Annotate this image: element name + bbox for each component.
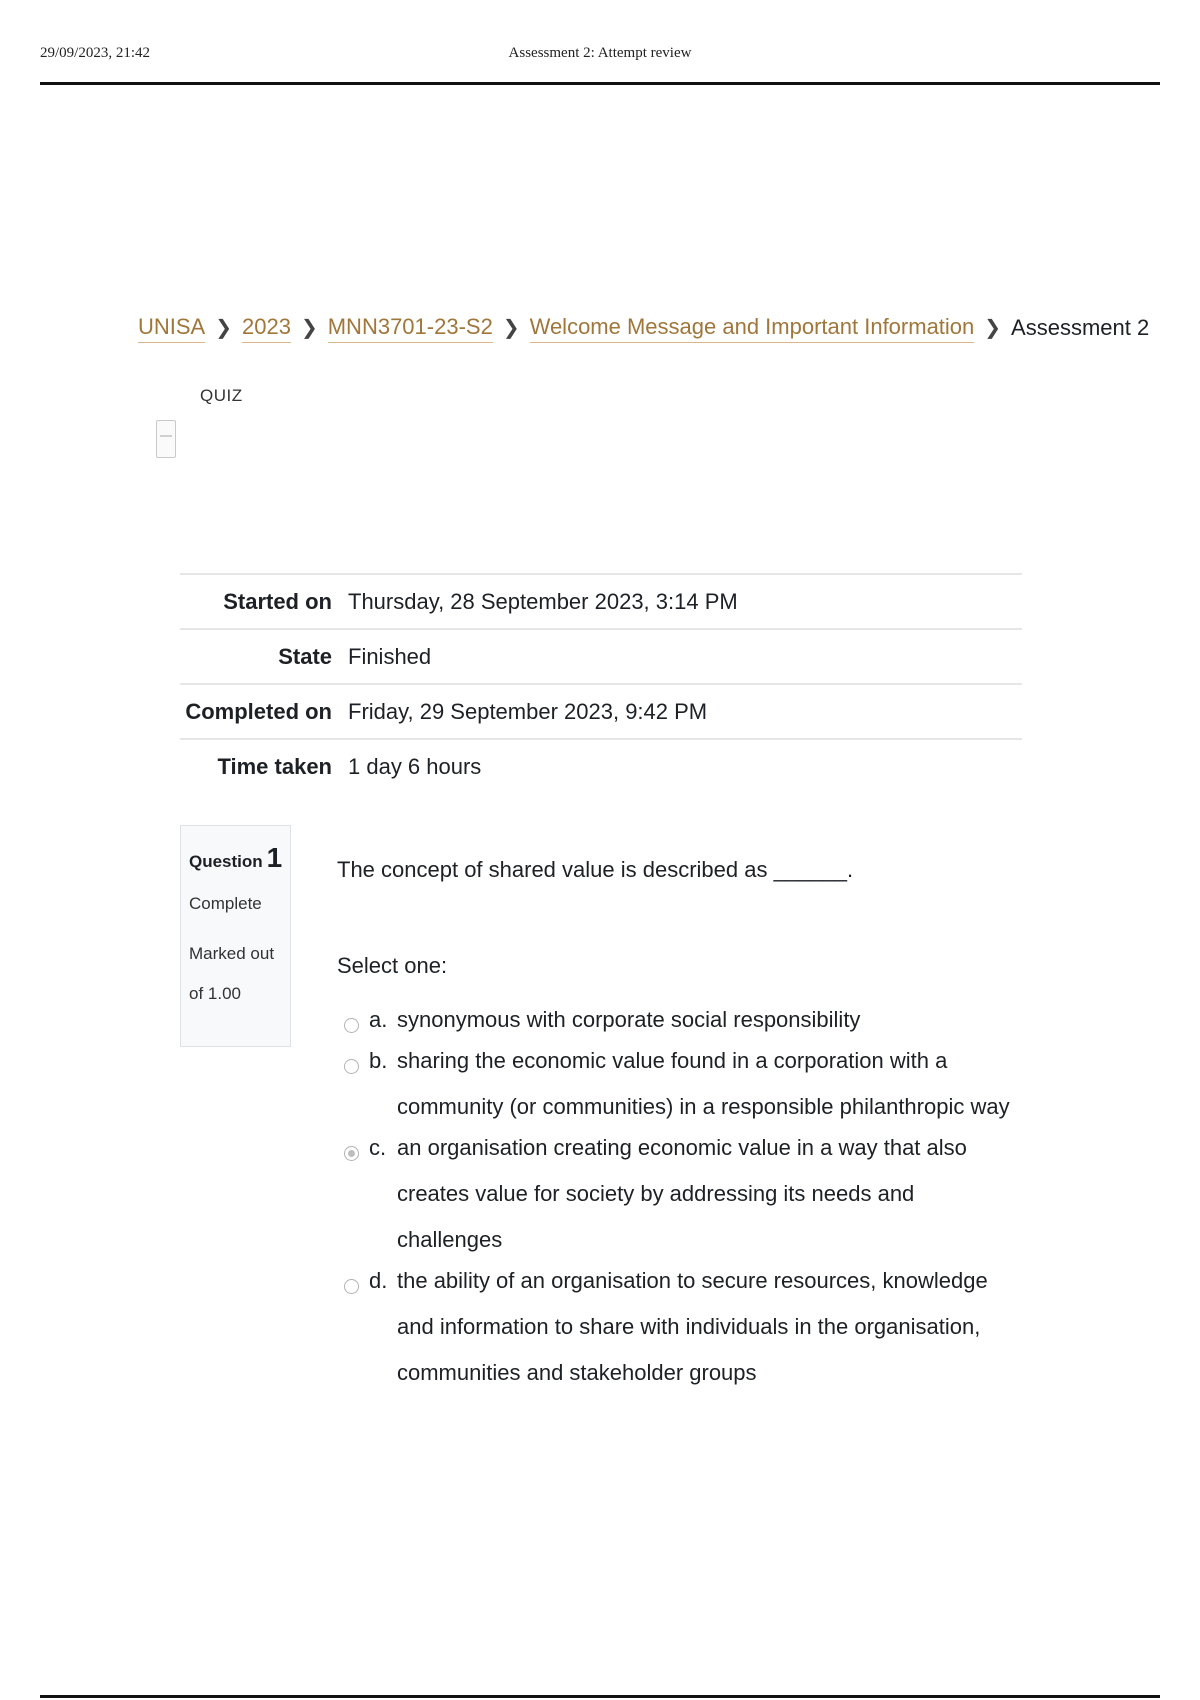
quiz-icon (156, 420, 176, 458)
answer-text[interactable]: the ability of an organisation to secure resources, knowledge and information to share with individuals in the organisation, communities and stakeholder groups (397, 1268, 988, 1385)
answer-text[interactable]: an organisation creating economic value in a way that also creates value for society by addressing its needs and challenges (397, 1135, 967, 1252)
answer-text[interactable]: sharing the economic value found in a corporation with a community (or communities) in a responsible philanthropic way (397, 1048, 1010, 1119)
print-page-title: Assessment 2: Attempt review (508, 45, 692, 61)
summary-row-completed (180, 685, 1022, 740)
answer-options (344, 1008, 1024, 1402)
summary-label: Completed on (185, 698, 332, 724)
breadcrumb-item-course[interactable]: MNN3701-23-S2 (328, 312, 493, 343)
attempt-summary-table (180, 573, 1022, 793)
summary-label: Time taken (217, 753, 332, 779)
radio-button[interactable] (344, 1279, 359, 1294)
print-header (40, 40, 1160, 85)
question-word: Question (189, 852, 263, 871)
breadcrumb-item-current: Assessment 2 (1011, 314, 1150, 340)
summary-value: Friday, 29 September 2023, 9:42 PM (348, 698, 708, 724)
summary-value: Thursday, 28 September 2023, 3:14 PM (348, 588, 738, 614)
breadcrumb-item-unisa[interactable]: UNISA (138, 312, 205, 343)
answer-option-c[interactable] (344, 1136, 1024, 1263)
print-footer-rule (40, 1695, 1160, 1698)
summary-label: Started on (223, 588, 332, 614)
activity-type-label: QUIZ (200, 386, 243, 405)
answer-text[interactable]: synonymous with corporate social responsibility (397, 1007, 861, 1032)
summary-value: 1 day 6 hours (348, 753, 482, 779)
answer-prompt: Select one: (337, 953, 448, 978)
answer-letter: d. (369, 1268, 388, 1293)
question-text: The concept of shared value is described as ______. (337, 857, 854, 882)
question-number (189, 842, 290, 874)
chevron-right-icon: ❯ (502, 316, 520, 339)
question-grade: Marked out of 1.00 (189, 944, 275, 1003)
question-info-box (180, 825, 291, 1047)
answer-letter: a. (369, 1007, 388, 1032)
radio-button[interactable] (344, 1018, 359, 1033)
breadcrumb-item-year[interactable]: 2023 (242, 312, 291, 343)
answer-option-b[interactable] (344, 1049, 1024, 1130)
summary-row-time-taken (180, 740, 1022, 793)
question-state: Complete (189, 894, 262, 913)
answer-letter: b. (369, 1048, 388, 1073)
summary-value: Finished (348, 643, 432, 669)
breadcrumb (138, 312, 1149, 343)
print-datetime: 29/09/2023, 21:42 (40, 45, 151, 61)
radio-button[interactable] (344, 1146, 359, 1161)
answer-letter: c. (369, 1135, 387, 1160)
answer-option-d[interactable] (344, 1269, 1024, 1396)
chevron-right-icon: ❯ (215, 316, 233, 339)
summary-row-started (180, 575, 1022, 630)
chevron-right-icon: ❯ (984, 316, 1002, 339)
radio-button[interactable] (344, 1059, 359, 1074)
summary-label: State (278, 643, 332, 669)
breadcrumb-item-section[interactable]: Welcome Message and Important Information (530, 312, 975, 343)
question-number-value: 1 (266, 842, 283, 873)
summary-row-state (180, 630, 1022, 685)
chevron-right-icon: ❯ (300, 316, 318, 339)
